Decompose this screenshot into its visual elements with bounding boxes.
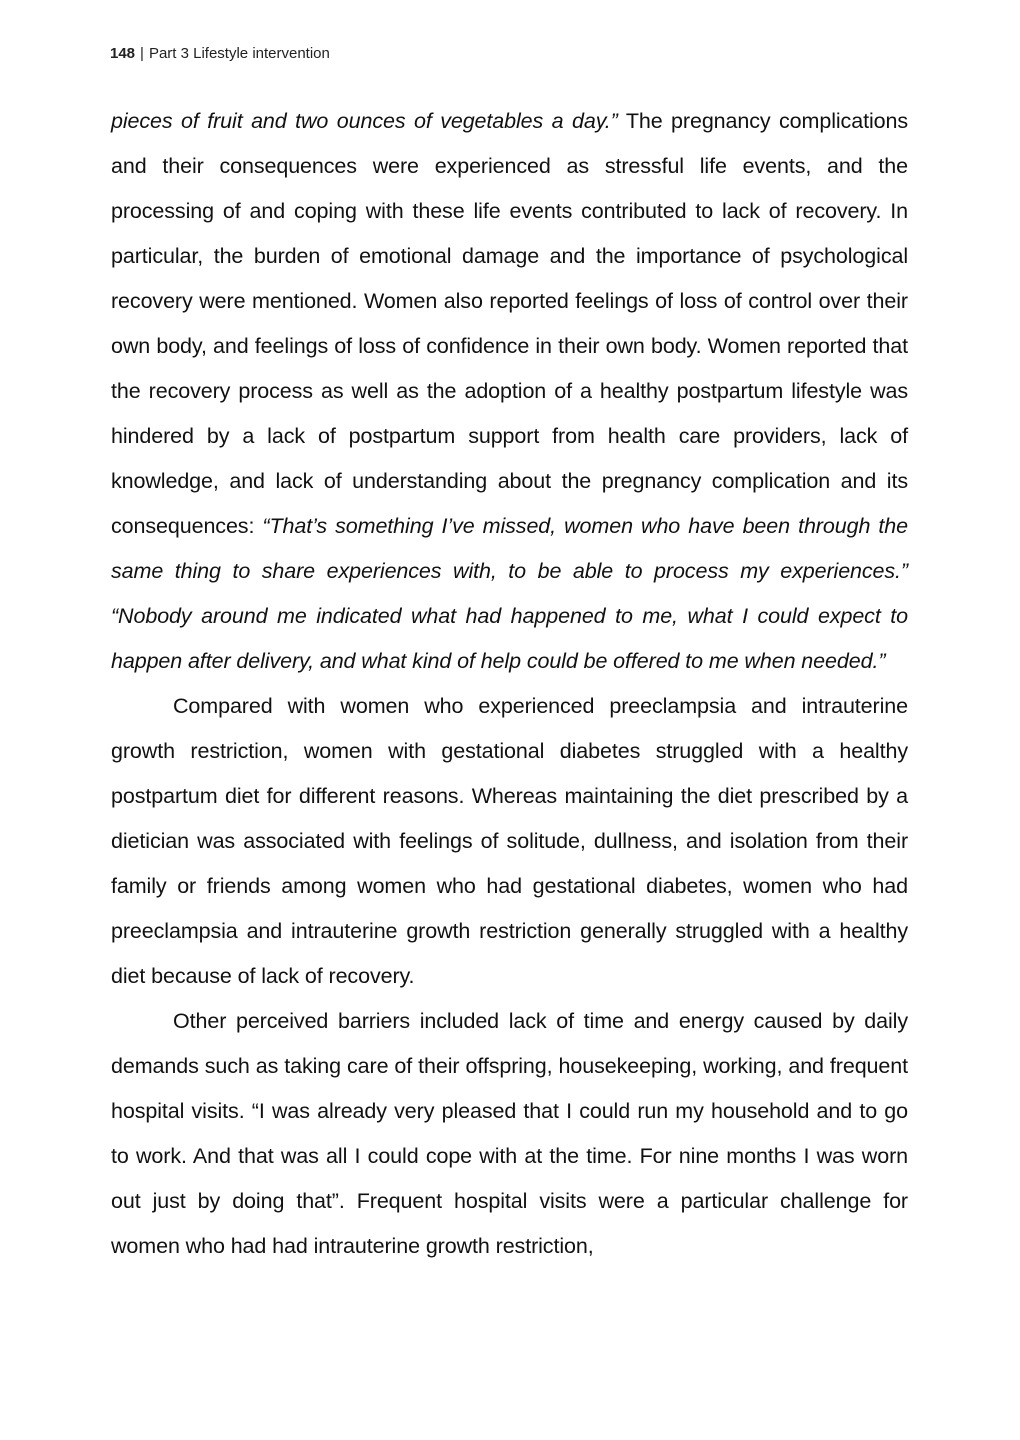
paragraph-1-quote-end: “That’s something I’ve missed, women who have been through the same thing to share experiences with, to be able to process my experiences.” “Nobody around me indicated what had happened to me, what I could expect to happen after delivery, and what kind of help could be offered to me when needed.” — [111, 514, 908, 673]
running-header — [110, 44, 330, 64]
paragraph-1 — [111, 99, 908, 684]
paragraph-2: Compared with women who experienced preeclampsia and intrauterine growth restriction, women with gestational diabetes struggled with a healthy postpartum diet for different reasons. Whereas maintaining the diet prescribed by a dietician was associated with feelings of solitude, dullness, and isolation from their family or friends among women who had gestational diabetes, women who had preeclampsia and intrauterine growth restriction generally struggled with a healthy diet because of lack of recovery. — [111, 694, 908, 988]
page-number: 148 — [110, 45, 136, 62]
paragraph-1-quote-start: pieces of fruit and two ounces of vegetables a day.” — [111, 109, 618, 133]
paragraph-1-text: The pregnancy complications and their consequences were experienced as stressful life events, and the processing of and coping with these life events contributed to lack of recovery. In particular, the burden of emotional damage and the importance of psychological recovery were mentioned. Women also reported feelings of loss of control over their own body, and feelings of loss of confidence in their own body. Women reported that the recovery process as well as the adoption of a healthy postpartum lifestyle was hindered by a lack of postpartum support from health care providers, lack of knowledge, and lack of understanding about the pregnancy complication and its consequences: — [111, 109, 908, 538]
body-text — [111, 99, 908, 1269]
header-separator: | — [140, 45, 144, 62]
section-title: Part 3 Lifestyle intervention — [148, 45, 330, 62]
paragraph-3: Other perceived barriers included lack of time and energy caused by daily demands such as taking care of their offspring, housekeeping, working, and frequent hospital visits. “I was already very pleased that I could run my household and to go to work. And that was all I could cope with at the time. For nine months I was worn out just by doing that”. Frequent hospital visits were a particular challenge for women who had had intrauterine growth restriction, — [111, 1009, 908, 1258]
